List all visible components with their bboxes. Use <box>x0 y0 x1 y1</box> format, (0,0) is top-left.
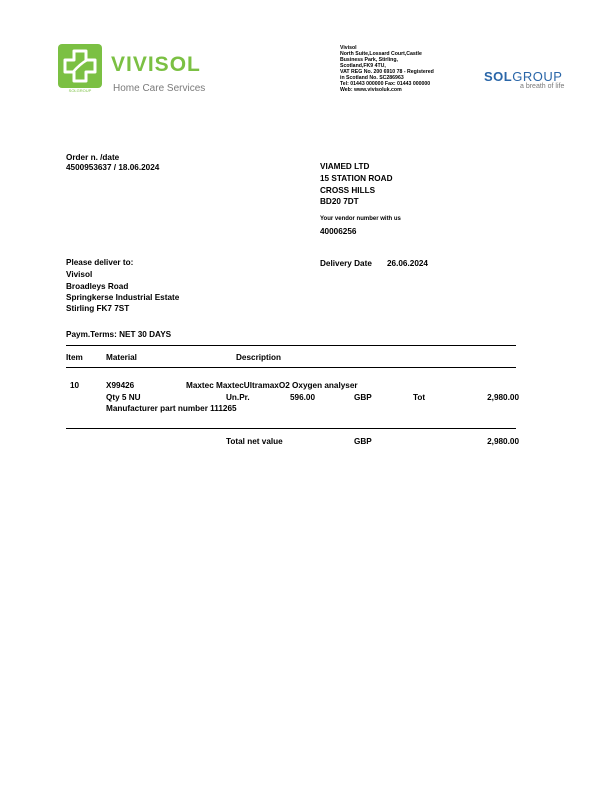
row-qty: Qty 5 NU <box>106 393 141 402</box>
col-header-description: Description <box>236 353 282 362</box>
vivisol-logo-mark <box>58 44 102 88</box>
table-header-rule <box>66 367 516 368</box>
deliver-address-line: Vivisol <box>66 270 93 279</box>
company-info-line: Web: www.vivisoluk.com <box>340 87 402 93</box>
company-info-line: Scotland,FK9 4TU, <box>340 63 386 69</box>
row-mpn: Manufacturer part number 111265 <box>106 404 237 413</box>
row-item: 10 <box>70 381 80 390</box>
deliver-address-line: Stirling FK7 7ST <box>66 304 130 313</box>
logo-band-text: SOLGROUP <box>58 88 102 94</box>
brand-tagline: Home Care Services <box>113 83 206 94</box>
row-total: 2,980.00 <box>487 393 519 402</box>
vendor-number-label: Your vendor number with us <box>320 216 401 222</box>
vendor-address-line: BD20 7DT <box>320 197 359 206</box>
row-description: Maxtec MaxtecUltramaxO2 Oxygen analyser <box>186 381 358 390</box>
total-net-currency: GBP <box>354 437 372 446</box>
col-header-material: Material <box>106 353 137 362</box>
brand-name: VIVISOL <box>111 53 201 76</box>
order-label: Order n. /date <box>66 153 120 162</box>
company-info-line: North Suite,Lossard Court,Castle <box>340 51 422 57</box>
row-material: X99426 <box>106 381 135 390</box>
company-info-line: Business Park, Stirling, <box>340 57 398 63</box>
total-net-amount: 2,980.00 <box>487 437 519 446</box>
company-info-line: in Scotland No. SC286963 <box>340 75 404 81</box>
solgroup-sol: SOL <box>484 69 513 84</box>
payment-terms: Paym.Terms: NET 30 DAYS <box>66 330 172 339</box>
vendor-address-line: VIAMED LTD <box>320 162 370 171</box>
row-tot-label: Tot <box>413 393 426 402</box>
solgroup-tagline: a breath of life <box>520 83 565 90</box>
table-top-rule <box>66 345 516 346</box>
row-unit-price: 596.00 <box>290 393 316 402</box>
vendor-address-line: CROSS HILLS <box>320 186 376 195</box>
medical-cross-icon <box>58 44 102 88</box>
deliver-address-line: Springkerse Industrial Estate <box>66 293 180 302</box>
deliver-to-label: Please deliver to: <box>66 258 134 267</box>
table-bottom-rule <box>66 428 516 429</box>
delivery-date-label: Delivery Date <box>320 259 372 268</box>
total-net-label: Total net value <box>226 437 283 446</box>
company-info-line: VAT REG No. 200 6910 78 - Registered <box>340 69 434 75</box>
company-info-line: Tel: 01443 000000 Fax: 01443 000000 <box>340 81 431 87</box>
solgroup-group: GROUP <box>512 69 563 84</box>
delivery-date-value: 26.06.2024 <box>387 259 428 268</box>
company-info-line: Vivisol <box>340 45 357 51</box>
order-value: 4500953637 / 18.06.2024 <box>66 163 160 172</box>
row-currency: GBP <box>354 393 372 402</box>
solgroup-logo <box>484 69 562 84</box>
col-header-item: Item <box>66 353 83 362</box>
row-unit-price-label: Un.Pr. <box>226 393 250 402</box>
deliver-address-line: Broadleys Road <box>66 282 129 291</box>
vendor-number: 40006256 <box>320 227 357 236</box>
vendor-address-line: 15 STATION ROAD <box>320 174 393 183</box>
